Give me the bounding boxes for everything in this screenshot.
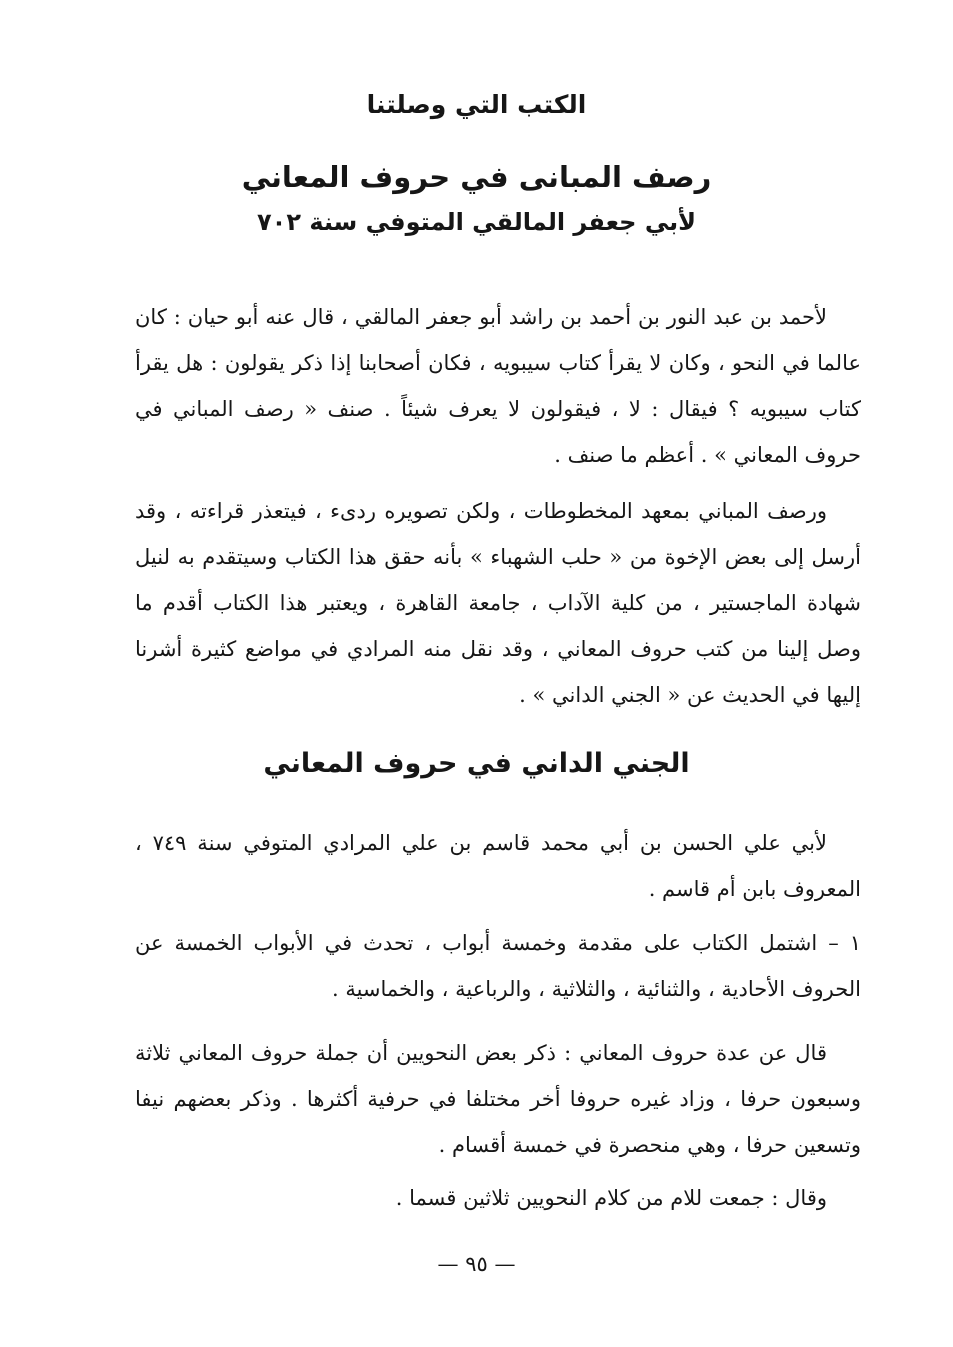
- paragraph-book-structure: ١ – اشتمل الكتاب على مقدمة وخمسة أبواب ، تحدث في الأبواب الخمسة عن الحروف الأحادية ، والثنائية ، والثلاثية ، والرباعية ، والخماسية .: [135, 931, 861, 1001]
- paragraph-lam-sections: وقال : جمعت للام من كلام النحويين ثلاثين قسما .: [395, 1186, 827, 1210]
- section-heading: الكتب التي وصلتنا: [366, 90, 587, 119]
- book-title-rasf-al-mabani: رصف المبانى في حروف المعاني: [241, 160, 712, 194]
- book-title-al-jana-al-dani: الجني الداني في حروف المعاني: [263, 748, 690, 779]
- paragraph-manuscript-note: ورصف المباني بمعهد المخطوطات ، ولكن تصويره ردىء ، فيتعذر قراءته ، وقد أرسل إلى بعض الإخوة من « حلب الشهباء » بأنه حقق هذا الكتاب وسيتقدم به لنيل شهادة الماجستير ، من كلية الآداب ، جامعة القاهرة ، ويعتبر هذا الكتاب أقدم ما وصل إلينا من كتب حروف المعاني ، وقد نقل منه المرادي في مواضع كثيرة أشرنا إليها في الحديث عن « الجني الداني » .: [135, 499, 861, 707]
- page-number: — ٩٥ —: [437, 1252, 516, 1276]
- paragraph-letter-count: قال عن عدة حروف المعاني : ذكر بعض النحويين أن جملة حروف المعاني ثلاثة وسبعون حرفا ، وزاد غيره حروفا أخر مختلفا في حرفية أكثرها . وذكر بعضهم نيفا وتسعين حرفا ، وهي منحصرة في خمسة أقسام .: [135, 1041, 861, 1157]
- book-author-line: لأبي جعفر المالقي المتوفي سنة ٧٠٢: [257, 208, 696, 236]
- paragraph-author-muradi: لأبي علي الحسن بن أبي محمد قاسم بن علي المرادي المتوفي سنة ٧٤٩ ، المعروف بابن أم قاسم .: [135, 831, 861, 901]
- paragraph-author-bio: لأحمد بن عبد النور بن أحمد بن راشد أبو جعفر المالقي ، قال عنه أبو حيان : كان عالما في النحو ، وكان لا يقرأ كتاب سيبويه ، فكان أصحابنا إذا ذكر يقولون : هل يقرأ كتاب سيبويه ؟ فيقال : لا ، فيقولون لا يعرف شيئاً . صنف « رصف المباني في حروف المعاني » . أعظم ما صنف .: [135, 305, 861, 467]
